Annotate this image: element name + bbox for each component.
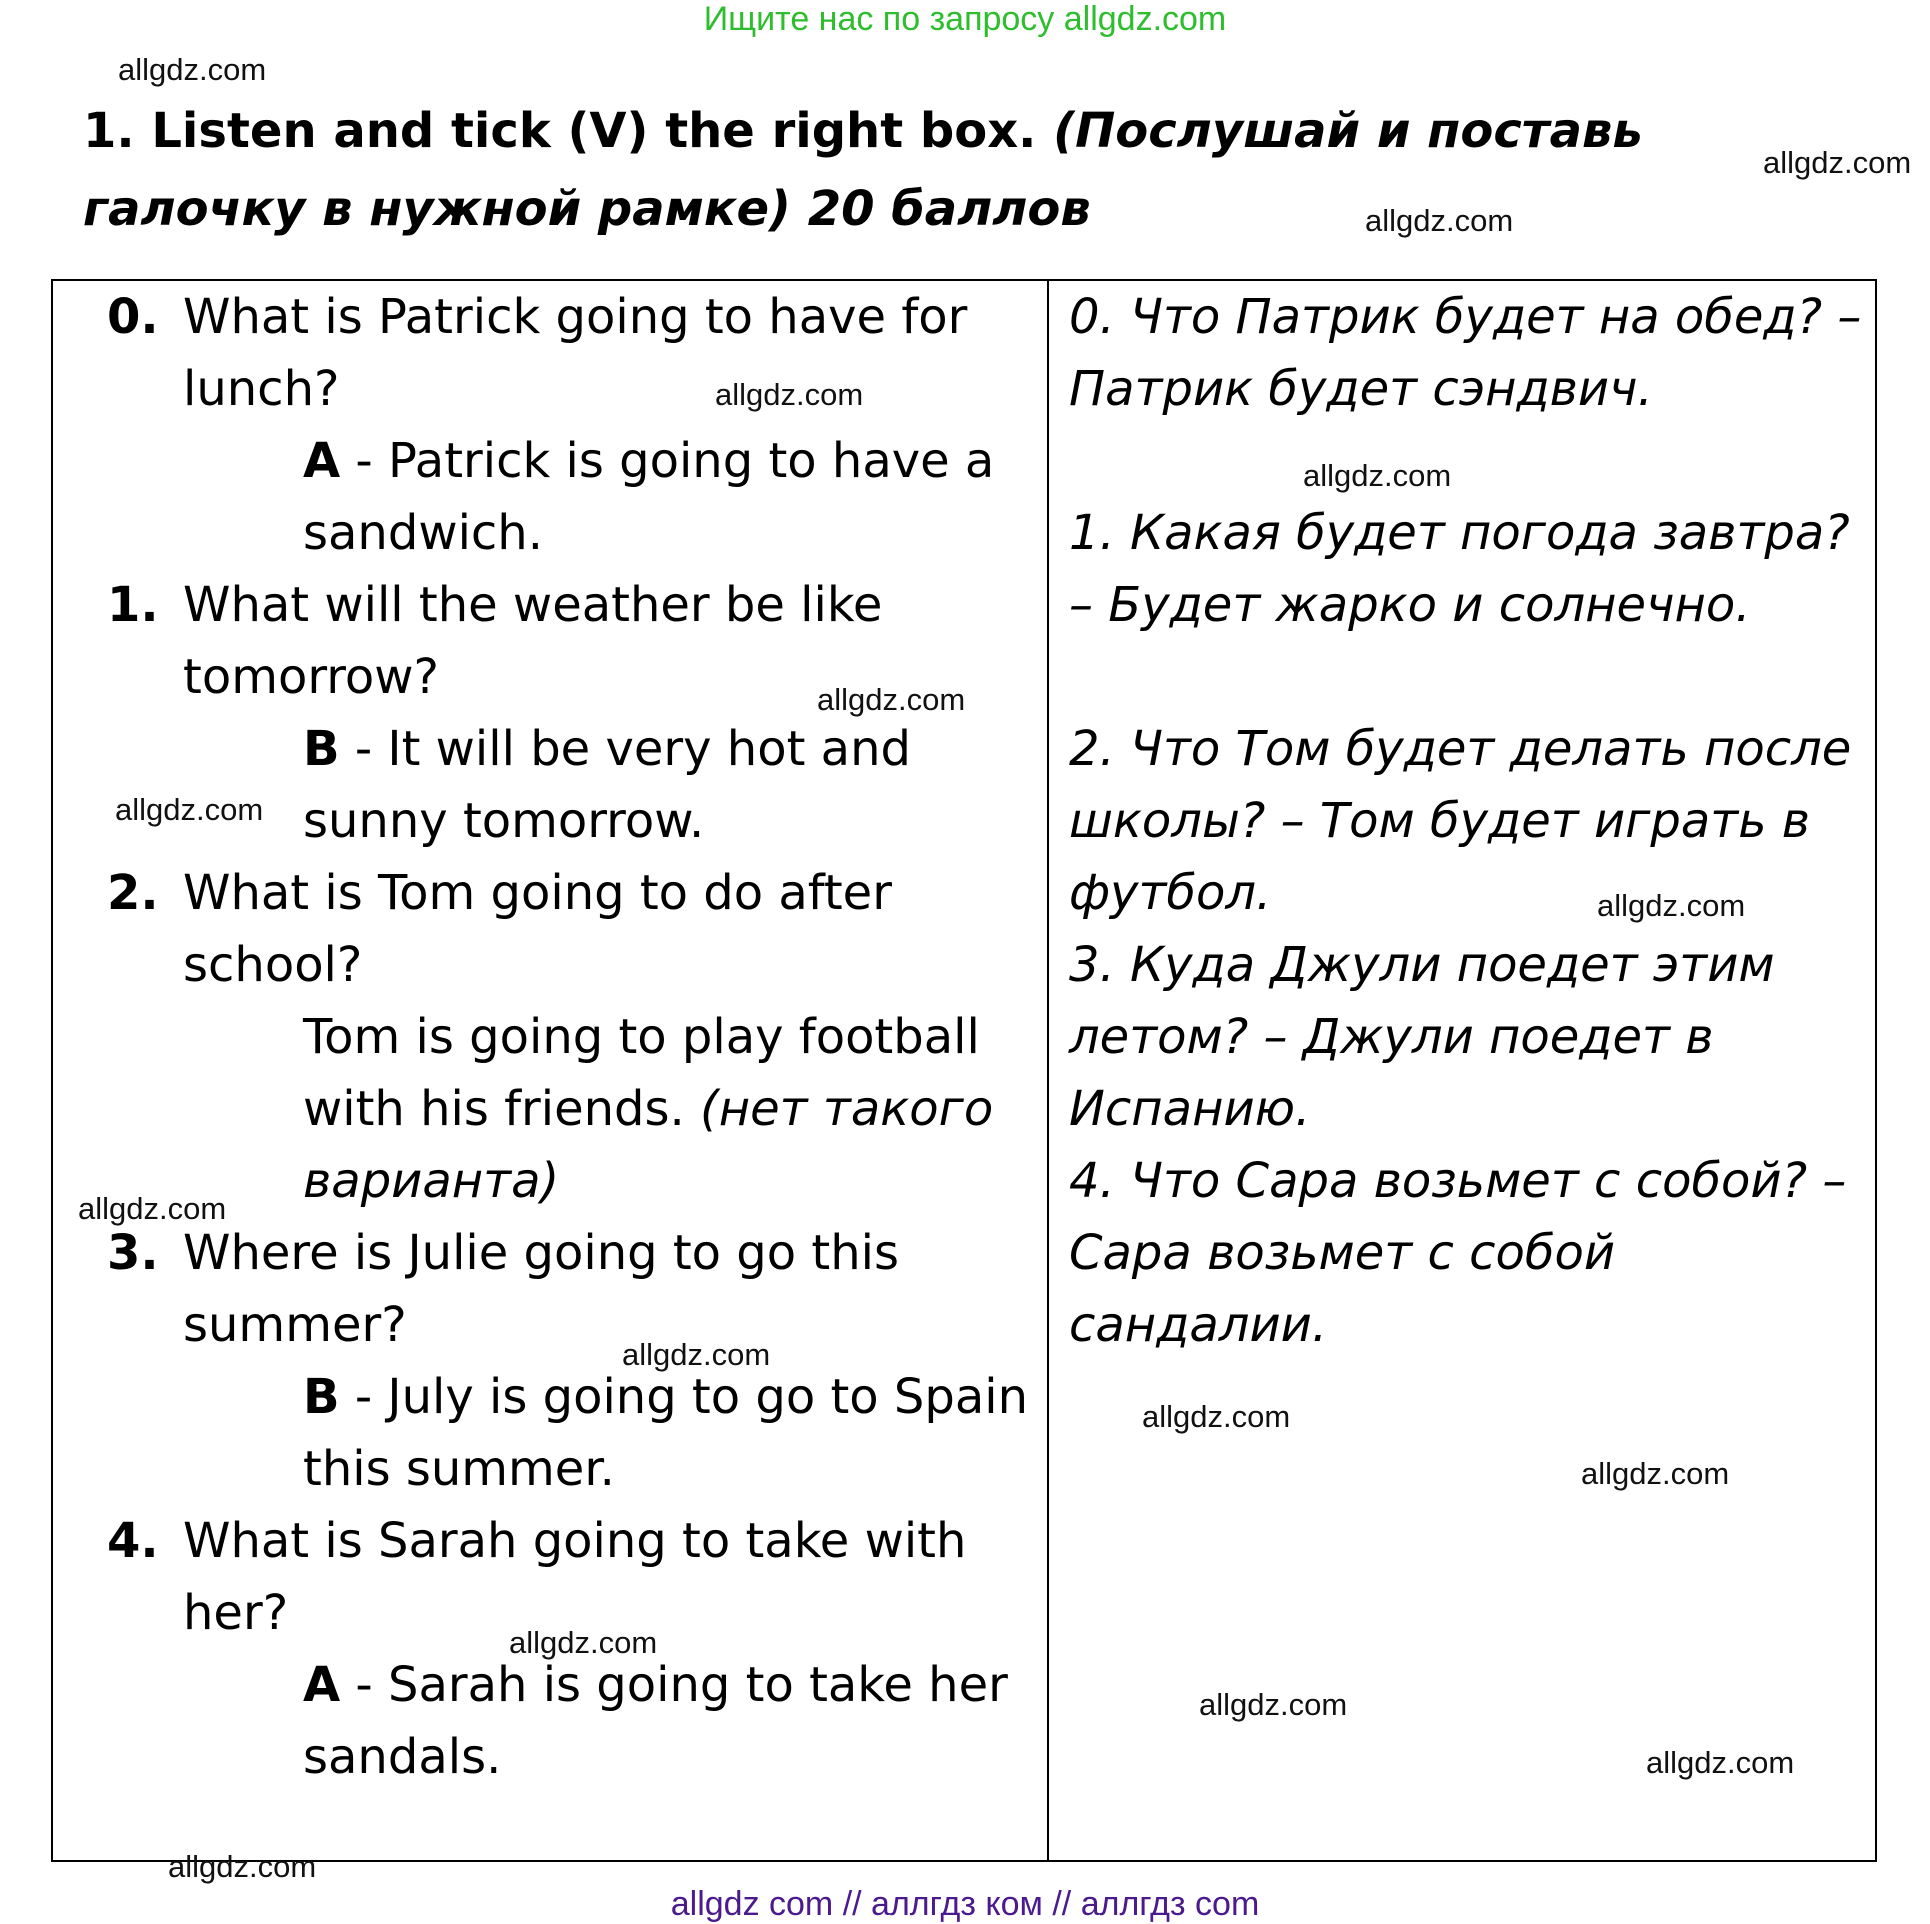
question-text: Where is Julie going to go this summer? [183,1225,899,1353]
translation-2: 2. Что Том будет делать после школы? – Том будет играть в футбол. [1069,721,1852,921]
answer-letter: A [303,1657,341,1713]
question-number: 1. [107,577,159,633]
heading-russian: (Послушай и поставь галочку в нужной рамке) 20 баллов [83,103,1643,237]
answer-text: Tom is going to play football with his friends. [303,1009,980,1137]
watermark: allgdz.com [1365,203,1514,238]
watermark: allgdz.com [1763,145,1912,180]
watermark: allgdz.com [1142,1399,1291,1434]
watermark: allgdz.com [1597,888,1746,923]
watermark: allgdz.com [1581,1456,1730,1491]
answer-letter: B [303,721,340,777]
top-banner: Ищите нас по запросу allgdz.com [703,0,1227,38]
question-number: 2. [107,865,159,921]
english-column [53,281,1049,1860]
watermark: allgdz.com [1646,1745,1795,1780]
answer-text: - July is going to go to Spain this summer. [303,1369,1029,1497]
watermark: allgdz.com [168,1849,317,1884]
heading-english: 1. Listen and tick (V) the right box. [83,103,1037,159]
question-number: 0. [107,289,159,345]
watermark: allgdz.com [115,792,264,827]
watermark: allgdz.com [1303,458,1452,493]
answer-0 [303,425,1043,569]
question-text: What will the weather be like tomorrow? [183,577,883,705]
watermark: allgdz.com [1199,1687,1348,1722]
footer: allgdz com // аллгдз ком // аллгдз com [670,1885,1260,1923]
watermark: allgdz.com [118,52,267,87]
answer-3 [303,1361,1043,1505]
answer-text: - Sarah is going to take her sandals. [303,1657,1008,1785]
russian-column [1049,281,1875,1860]
answer-letter: B [303,1369,340,1425]
question-number: 4. [107,1513,159,1569]
question-text: What is Patrick going to have for lunch? [183,289,968,417]
answer-text: - It will be very hot and sunny tomorrow. [303,721,911,849]
answer-table [51,279,1877,1862]
translation-4: 4. Что Сара возьмет с собой? – Сара возьмет с собой сандалии. [1069,1153,1847,1353]
watermark: allgdz.com [715,377,864,412]
watermark: allgdz.com [509,1625,658,1660]
answer-text: - Patrick is going to have a sandwich. [303,433,995,561]
watermark: allgdz.com [622,1337,771,1372]
answer-note: (нет такого варианта) [303,1081,994,1209]
answer-letter: A [303,433,341,489]
question-text: What is Sarah going to take with her? [183,1513,967,1641]
question-number: 3. [107,1225,159,1281]
answer-2 [303,1001,1043,1217]
translation-3: 3. Куда Джули поедет этим летом? – Джули поедет в Испанию. [1069,937,1775,1137]
question-text: What is Tom going to do after school? [183,865,892,993]
answer-4 [303,1649,1043,1793]
watermark: allgdz.com [78,1191,227,1226]
translation-1: 1. Какая будет погода завтра? – Будет жарко и солнечно. [1069,505,1850,633]
translation-0: 0. Что Патрик будет на обед? – Патрик будет сэндвич. [1069,289,1862,417]
answer-1 [303,713,1043,857]
watermark: allgdz.com [817,682,966,717]
